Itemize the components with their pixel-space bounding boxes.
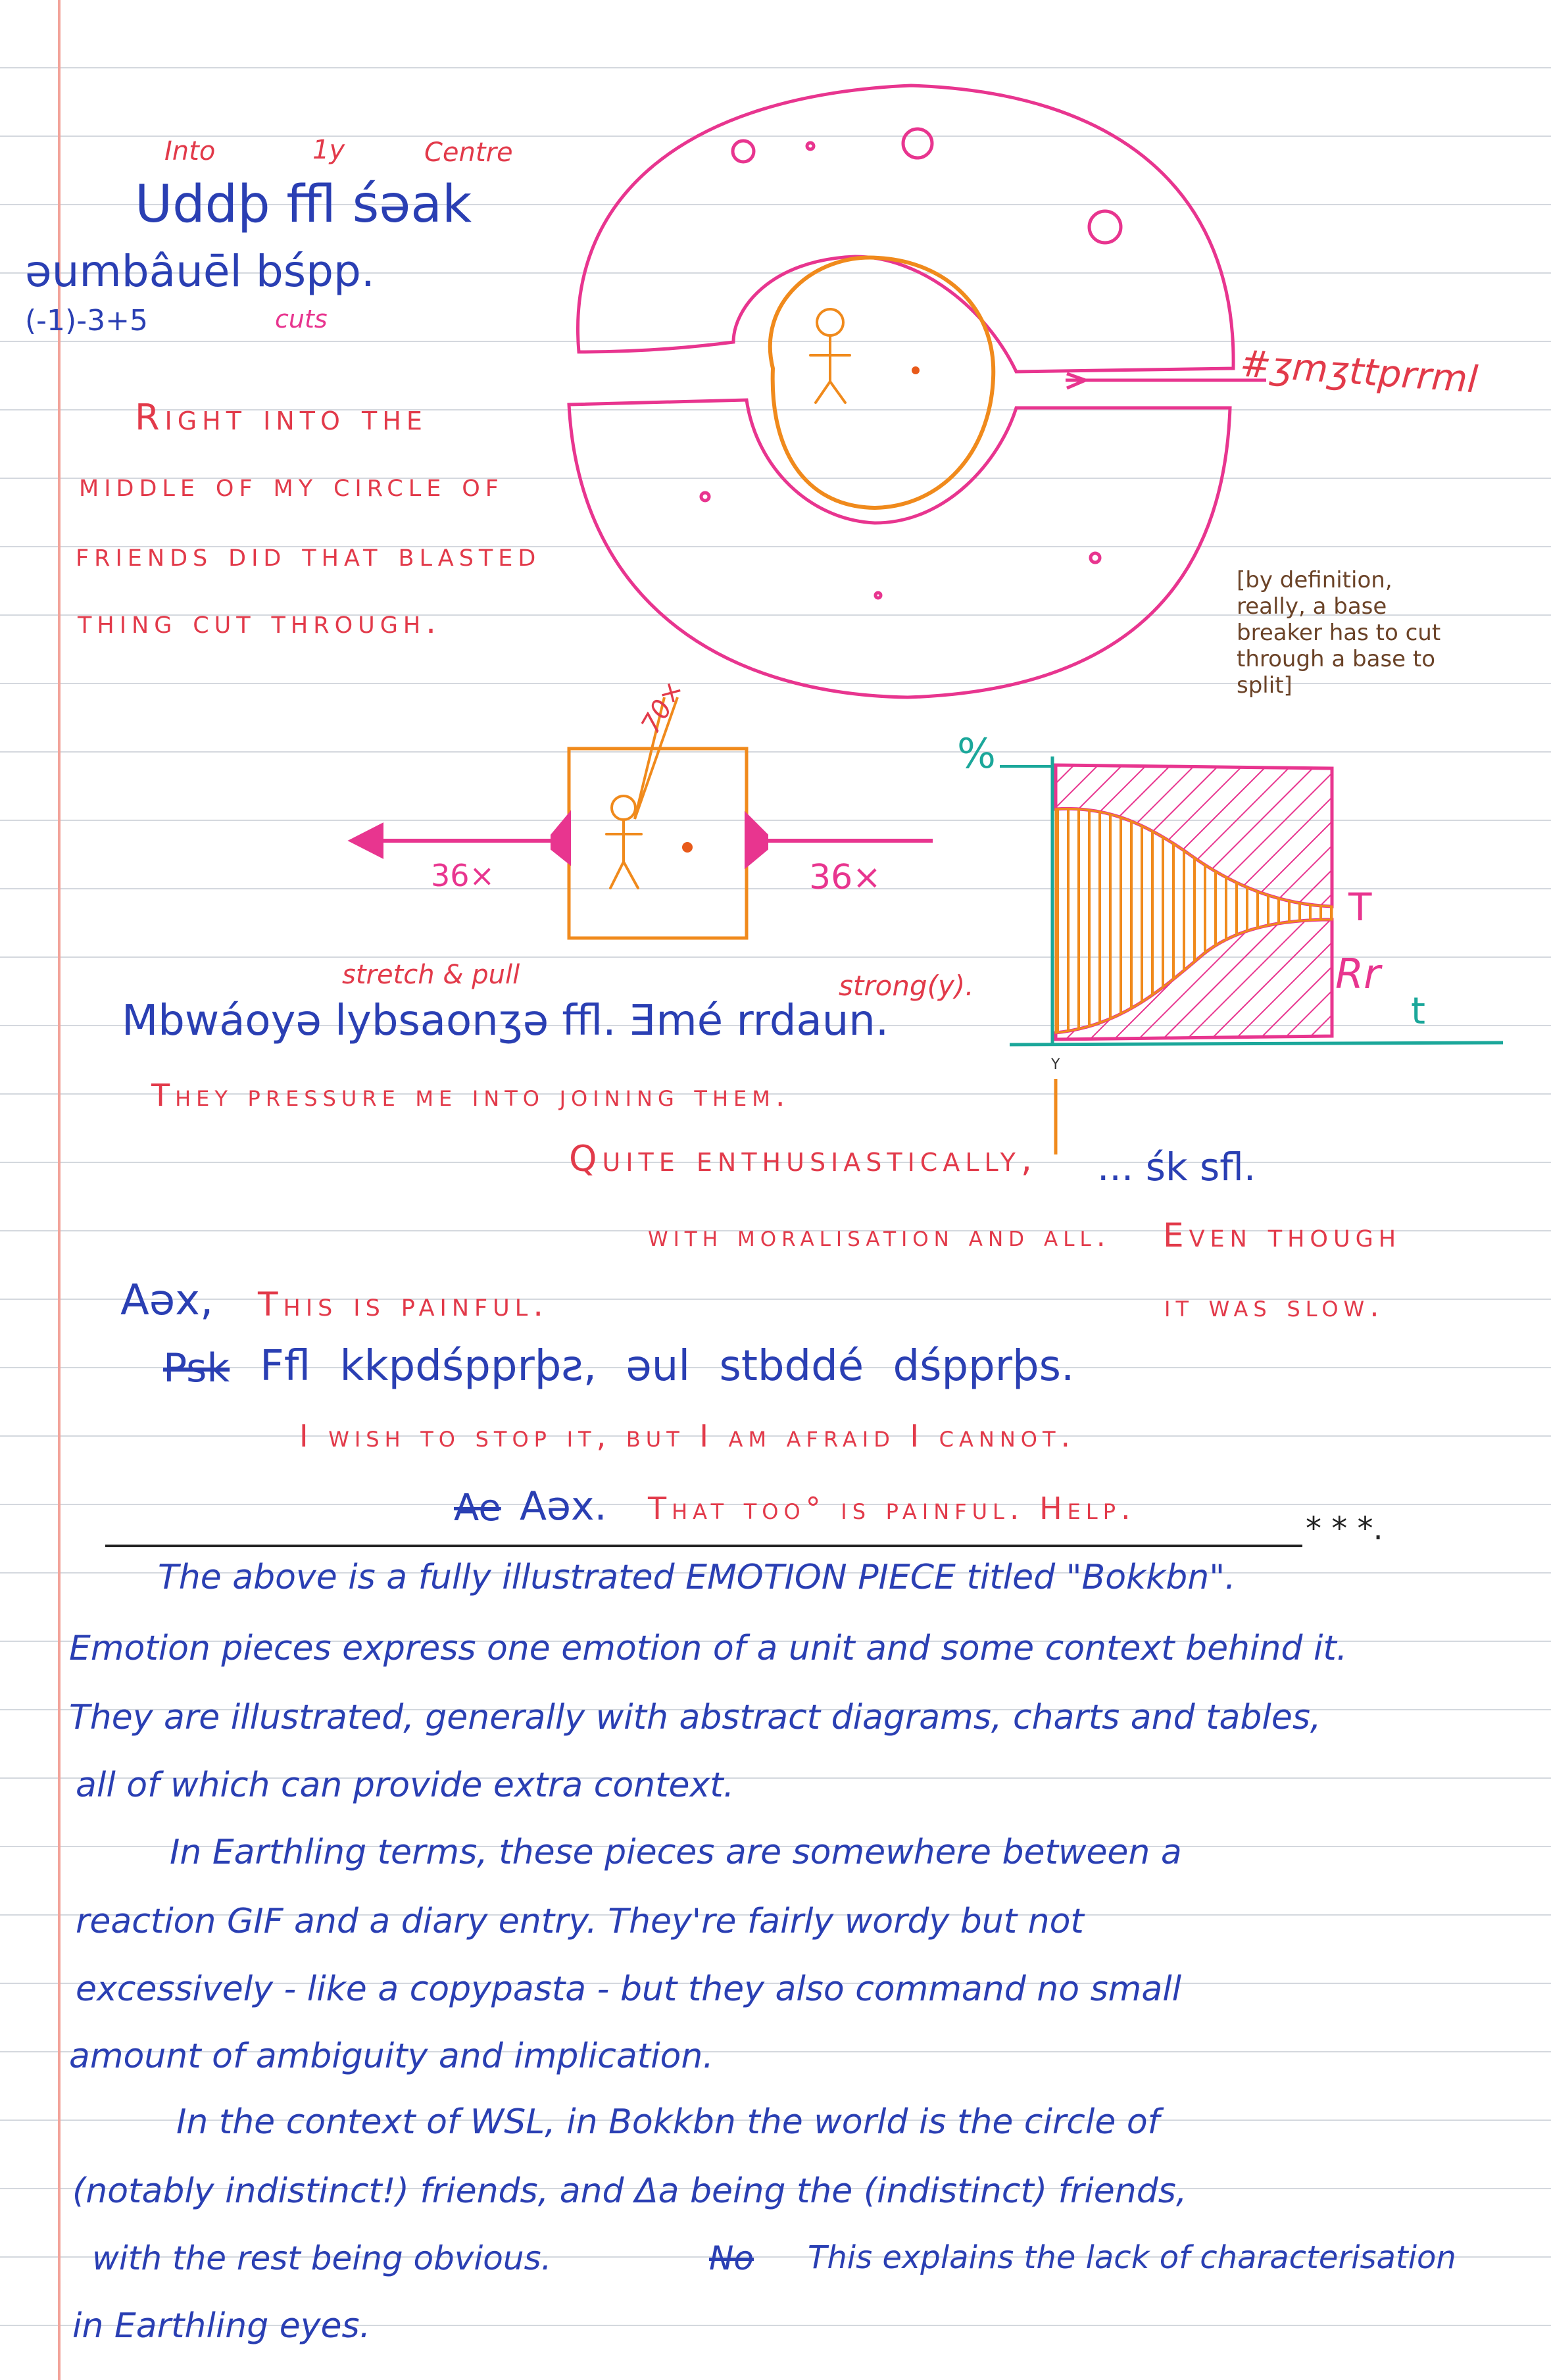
side-note: [by definition, really, a base breaker has to cut through a base to split] <box>1237 567 1441 699</box>
english-line-1: Right into the <box>135 397 428 438</box>
right-multiplier-label: 36× <box>809 858 881 897</box>
graph-x-label: t <box>1411 990 1425 1033</box>
body-line-7: excessively - like a copypasta - but they also command no small <box>76 1970 1182 2009</box>
body-line-11b: This explains the lack of characterisation <box>808 2239 1456 2276</box>
verse-conlang-5: Aəx. <box>520 1483 607 1529</box>
verse-english-8: That too° is painful. Help. <box>648 1491 1136 1526</box>
gloss-1y: 1y <box>312 135 345 165</box>
x-axis <box>1010 1043 1503 1045</box>
verse-english-6: This is painful. <box>258 1285 549 1324</box>
gloss-number: (-1)-3+5 <box>25 304 148 337</box>
body-line-6: reaction GIF and a diary entry. They're fairly wordy but not <box>76 1902 1084 1941</box>
verse-conlang-2: ... śk sfl. <box>1097 1145 1256 1189</box>
conlang-line-2: əumbâuēl bśpp. <box>25 246 375 297</box>
body-line-2: Emotion pieces express one emotion of a unit and some context behind it. <box>69 1629 1348 1668</box>
verse-english-7: I wish to stop it, but I am afraid I cannot. <box>299 1418 1076 1454</box>
divider-line <box>105 1545 1302 1547</box>
graph-y-label: % <box>957 730 996 778</box>
graph-label-t: T <box>1348 885 1372 930</box>
verse-english-4: Even though <box>1163 1216 1402 1254</box>
body-line-9: In the context of WSL, in Bokkbn the world is the circle of <box>176 2102 1160 2142</box>
verse-english-3: with moralisation and all. <box>648 1220 1111 1253</box>
left-multiplier-label: 36× <box>431 858 495 893</box>
body-line-11a: with the rest being obvious. <box>92 2239 552 2277</box>
top-label: 70× <box>635 675 690 739</box>
body-line-8: amount of ambiguity and implication. <box>69 2037 714 2076</box>
gloss-centre: Centre <box>424 137 513 168</box>
verse-english-5: it was slow. <box>1164 1288 1385 1324</box>
verse-english-1: They pressure me into joining them. <box>151 1078 791 1113</box>
verse-conlang-4-struck: Psk <box>163 1345 230 1391</box>
body-line-3: They are illustrated, generally with abstract diagrams, charts and tables, <box>69 1698 1321 1737</box>
graph-tick-label: Y <box>1051 1056 1060 1073</box>
english-line-3: friends did that blasted <box>76 535 541 574</box>
verse-conlang-4: Ffl kkpdśpprþƨ, əul stbddé dśpprþs. <box>260 1342 1075 1391</box>
graph-label-rr: Rr <box>1335 950 1381 998</box>
body-line-5: In Earthling terms, these pieces are somewhere between a <box>170 1833 1182 1872</box>
hashtag-label: #ʒmʒttprrml <box>1239 342 1479 402</box>
caption-strongly: strong(y). <box>839 970 974 1002</box>
verse-conlang-5-struck: Ae <box>454 1487 501 1529</box>
divider-asterisks: * * *. <box>1306 1510 1383 1547</box>
caption-stretch-pull: stretch & pull <box>342 960 520 990</box>
english-line-4: thing cut through. <box>78 603 442 641</box>
english-line-2: middle of my circle of <box>79 466 504 504</box>
verse-conlang-1: Mbwáoyə lybsaonʒə ffl. Ǝmé rrdaun. <box>122 997 889 1045</box>
body-line-12: in Earthling eyes. <box>72 2306 371 2346</box>
gloss-into: Into <box>164 136 216 166</box>
gloss-cuts: cuts <box>275 305 328 334</box>
conlang-line-1: Uddþ ffl śəak <box>135 175 472 234</box>
body-line-11-struck: No <box>709 2239 754 2277</box>
body-line-4: all of which can provide extra context. <box>76 1766 735 1805</box>
verse-english-2: Quite enthusiastically, <box>569 1138 1038 1179</box>
body-line-10: (notably indistinct!) friends, and Δa being the (indistinct) friends, <box>72 2171 1187 2211</box>
verse-conlang-3: Aəx, <box>120 1276 214 1325</box>
body-line-1: The above is a fully illustrated EMOTION PIECE titled "Bokkbn". <box>158 1558 1236 1597</box>
